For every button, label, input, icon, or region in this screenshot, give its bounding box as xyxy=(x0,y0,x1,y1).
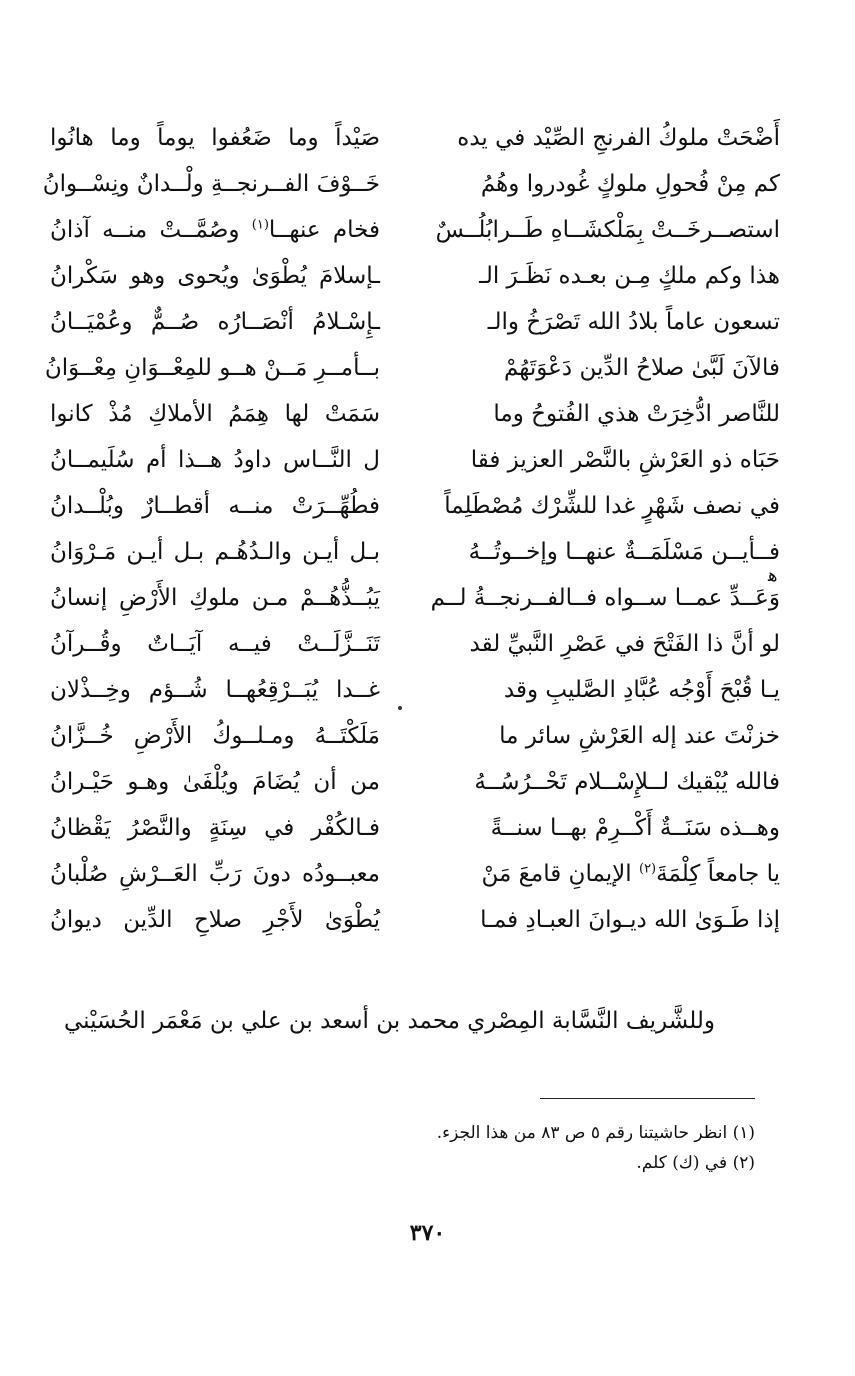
margin-mark: ﻫ xyxy=(768,565,778,586)
verse-line xyxy=(40,897,780,943)
first-hemistich xyxy=(450,851,780,897)
first-hemistich xyxy=(450,161,780,207)
hemistich-text: يَبُــذُّهُــمْ مـن ملوكِ الأَرْضِ إنسانُ xyxy=(50,585,380,611)
verse-line xyxy=(40,253,780,299)
hemistich-text: يا جامعاً كِلْمَةَ xyxy=(656,861,780,887)
first-hemistich xyxy=(450,115,780,161)
first-hemistich xyxy=(450,805,780,851)
hemistich-text: أَضْحَتْ ملوكُ الفرنجِ الصِّيْد في يده xyxy=(457,125,780,151)
hemistich-text-continued: الإيمانِ قامعَ مَنْ xyxy=(481,861,639,887)
verse-line xyxy=(40,207,780,253)
hemistich-text: وَعَــدِّ عمــا ســواه فــالفــرنجــةُ لــم xyxy=(430,585,780,611)
hemistich-text: صَيْداً وما ضَعُفوا يوماً وما هانُوا xyxy=(50,125,380,151)
hemistich-text: وهــذه سَنَــةٌ أَكْــرِمْ بهــا سنــةً xyxy=(490,815,780,841)
verse-line xyxy=(40,115,780,161)
first-hemistich xyxy=(450,345,780,391)
verse-line xyxy=(40,299,780,345)
verse-line xyxy=(40,437,780,483)
hemistich-text: غــدا يُبَــرْقِعُهــا شُــؤم وخِــذْلان xyxy=(50,677,380,703)
hemistich-text: سَمَتْ لها هِمَمُ الأملاكِ مُذْ كانوا xyxy=(50,401,380,427)
hemistich-text: تَنَــزَّلَــتْ فيــه آيَــاتٌ وقُــرآنُ xyxy=(50,631,380,657)
hemistich-text: في نصف شَهْرٍ غدا للشِّرْك مُصْطَلِماً xyxy=(444,493,780,519)
hemistich-text: من أن يُضَامَ ويُلْفَىٰ وهـو حَيْـرانُ xyxy=(50,769,380,795)
first-hemistich xyxy=(450,391,780,437)
first-hemistich xyxy=(435,207,780,253)
hemistich-text: خَــوْفَ الفــرنجــةِ ولْــدانٌ ونِسْــوانُ xyxy=(42,171,380,197)
second-hemistich xyxy=(50,805,380,851)
hemistich-text: فالآنَ لَبَّىٰ صلاحُ الدِّين دَعْوَتَهُمْ xyxy=(503,355,780,381)
second-hemistich xyxy=(50,897,380,943)
second-hemistich xyxy=(50,483,380,529)
hemistich-text: فطُهِّــرَتْ منــه أقطــارٌ وبُلْــدانُ xyxy=(50,493,380,519)
verse-line xyxy=(40,713,780,759)
hemistich-text: فخام عنهــا xyxy=(268,217,380,243)
second-hemistich xyxy=(44,345,380,391)
hemistich-text: للنَّاصر ادُّخِرَتْ هذي الفُتوحُ وما xyxy=(493,401,780,427)
second-hemistich xyxy=(42,161,380,207)
hemistich-text: مَلَكْتَــهُ ومـلــوكُ الأَرْضِ خُــزَّانُ xyxy=(50,723,380,749)
hemistich-text: تسعون عاماً بلادُ الله تَصْرَخُ والـ xyxy=(487,309,780,335)
second-hemistich xyxy=(50,437,380,483)
hemistich-text: يُطْوَىٰ لأَجْرِ صلاحِ الدِّين ديوانُ xyxy=(50,907,380,933)
second-hemistich xyxy=(50,575,380,621)
footnote-ref: (٢) xyxy=(638,861,657,877)
first-hemistich xyxy=(450,713,780,759)
second-hemistich xyxy=(50,391,380,437)
verse-line xyxy=(40,805,780,851)
hemistich-text: بـل أيـن والـدُهُـم بـل أيـن مَـرْوَانُ xyxy=(50,539,380,565)
second-hemistich xyxy=(50,759,380,805)
hemistich-text-continued: وصُمَّــتْ منــه آذانُ xyxy=(50,217,252,243)
footnote-2: (٢) في (ك) كلم. xyxy=(636,1153,755,1173)
first-hemistich xyxy=(450,667,780,713)
second-hemistich xyxy=(50,529,380,575)
first-hemistich xyxy=(450,437,780,483)
hemistich-text: ـإِسْـلامُ أنْصَــارُه صُــمٌّ وعُمْيَــانُ xyxy=(50,309,380,335)
hemistich-text: لو أنَّ ذا الفَتْحَ في عَصْرِ النَّبيِّ لقد xyxy=(469,631,780,657)
verse-line xyxy=(40,391,780,437)
second-hemistich xyxy=(50,299,380,345)
second-hemistich xyxy=(50,207,380,253)
hemistich-text: فــأيــن مَسْلَمَــةٌ عنهــا وإخــوتُــهُ xyxy=(468,539,780,565)
hemistich-text: حَبَاه ذو العَرْشِ بالنَّصْر العزيز فقا xyxy=(470,447,780,473)
hemistich-text: فالله يُبْقيك لــلإِسْــلام تَحْــرُسُــهُ xyxy=(474,769,780,795)
second-hemistich xyxy=(50,253,380,299)
hemistich-text: كم مِنْ فُحولِ ملوكٍ غُودروا وهُمُ xyxy=(480,171,780,197)
verse-line xyxy=(40,483,780,529)
footnote-separator xyxy=(540,1098,755,1099)
first-hemistich xyxy=(430,575,780,621)
hemistich-text: ـإسلامَ يُطْوَىٰ ويُحوى وهو سَكْرانُ xyxy=(50,263,380,289)
page-number: ٣٧٠ xyxy=(409,1220,446,1246)
verse-line xyxy=(40,575,780,621)
verse-line xyxy=(40,161,780,207)
footnote-1: (١) انظر حاشيتنا رقم ٥ ص ٨٣ من هذا الجزء. xyxy=(436,1123,755,1143)
attribution-line: وللشَّريف النَّسَّابة المِصْري محمد بن أسعد بن علي بن مَعْمَر الحُسَيْني xyxy=(63,1008,715,1034)
first-hemistich xyxy=(450,759,780,805)
footnotes xyxy=(255,1118,755,1178)
verse-line xyxy=(40,759,780,805)
first-hemistich xyxy=(450,897,780,943)
second-hemistich xyxy=(50,667,380,713)
hemistich-text: إذا طَـوَىٰ الله ديـوانَ العبـادِ فمـا xyxy=(480,907,780,933)
hemistich-text: معبــودُه دونَ رَبِّ العَــرْشِ صُلْبانُ xyxy=(50,861,380,887)
second-hemistich xyxy=(50,713,380,759)
first-hemistich xyxy=(450,621,780,667)
hemistich-text: خزنْتَ عند إله العَرْشِ سائر ما xyxy=(499,723,780,749)
first-hemistich xyxy=(450,253,780,299)
first-hemistich xyxy=(444,483,780,529)
first-hemistich xyxy=(450,529,780,575)
first-hemistich xyxy=(450,299,780,345)
hemistich-text: هذا وكم ملكٍ مِـن بعـده نَظَـرَ الـ xyxy=(479,263,780,289)
hemistich-text: استصــرخَــتْ بِمَلْكشَــاهِ طَــرابُلُــسٌ xyxy=(435,217,780,243)
hemistich-text: ل النَّــاس داودُ هــذا أم سُلَيمــانُ xyxy=(50,447,380,473)
hemistich-text: يـا قُبْحَ أَوْجُه عُبَّادِ الصَّليبِ وقد xyxy=(503,677,780,703)
verse-line xyxy=(40,621,780,667)
verse-line xyxy=(40,529,780,575)
verse-line xyxy=(40,667,780,713)
verse-line xyxy=(40,851,780,897)
footnote-ref: (١) xyxy=(251,217,269,233)
second-hemistich xyxy=(50,115,380,161)
hemistich-text: فـالكُفْر في سِنَةٍ والنَّصْرُ يَقْظانُ xyxy=(50,815,380,841)
verse-line xyxy=(40,345,780,391)
margin-dot xyxy=(398,706,402,710)
second-hemistich xyxy=(50,851,380,897)
second-hemistich xyxy=(50,621,380,667)
hemistich-text: بــأمــرِ مَــنْ هــو للمِعْــوَانِ مِعْــوَانُ xyxy=(44,355,380,381)
